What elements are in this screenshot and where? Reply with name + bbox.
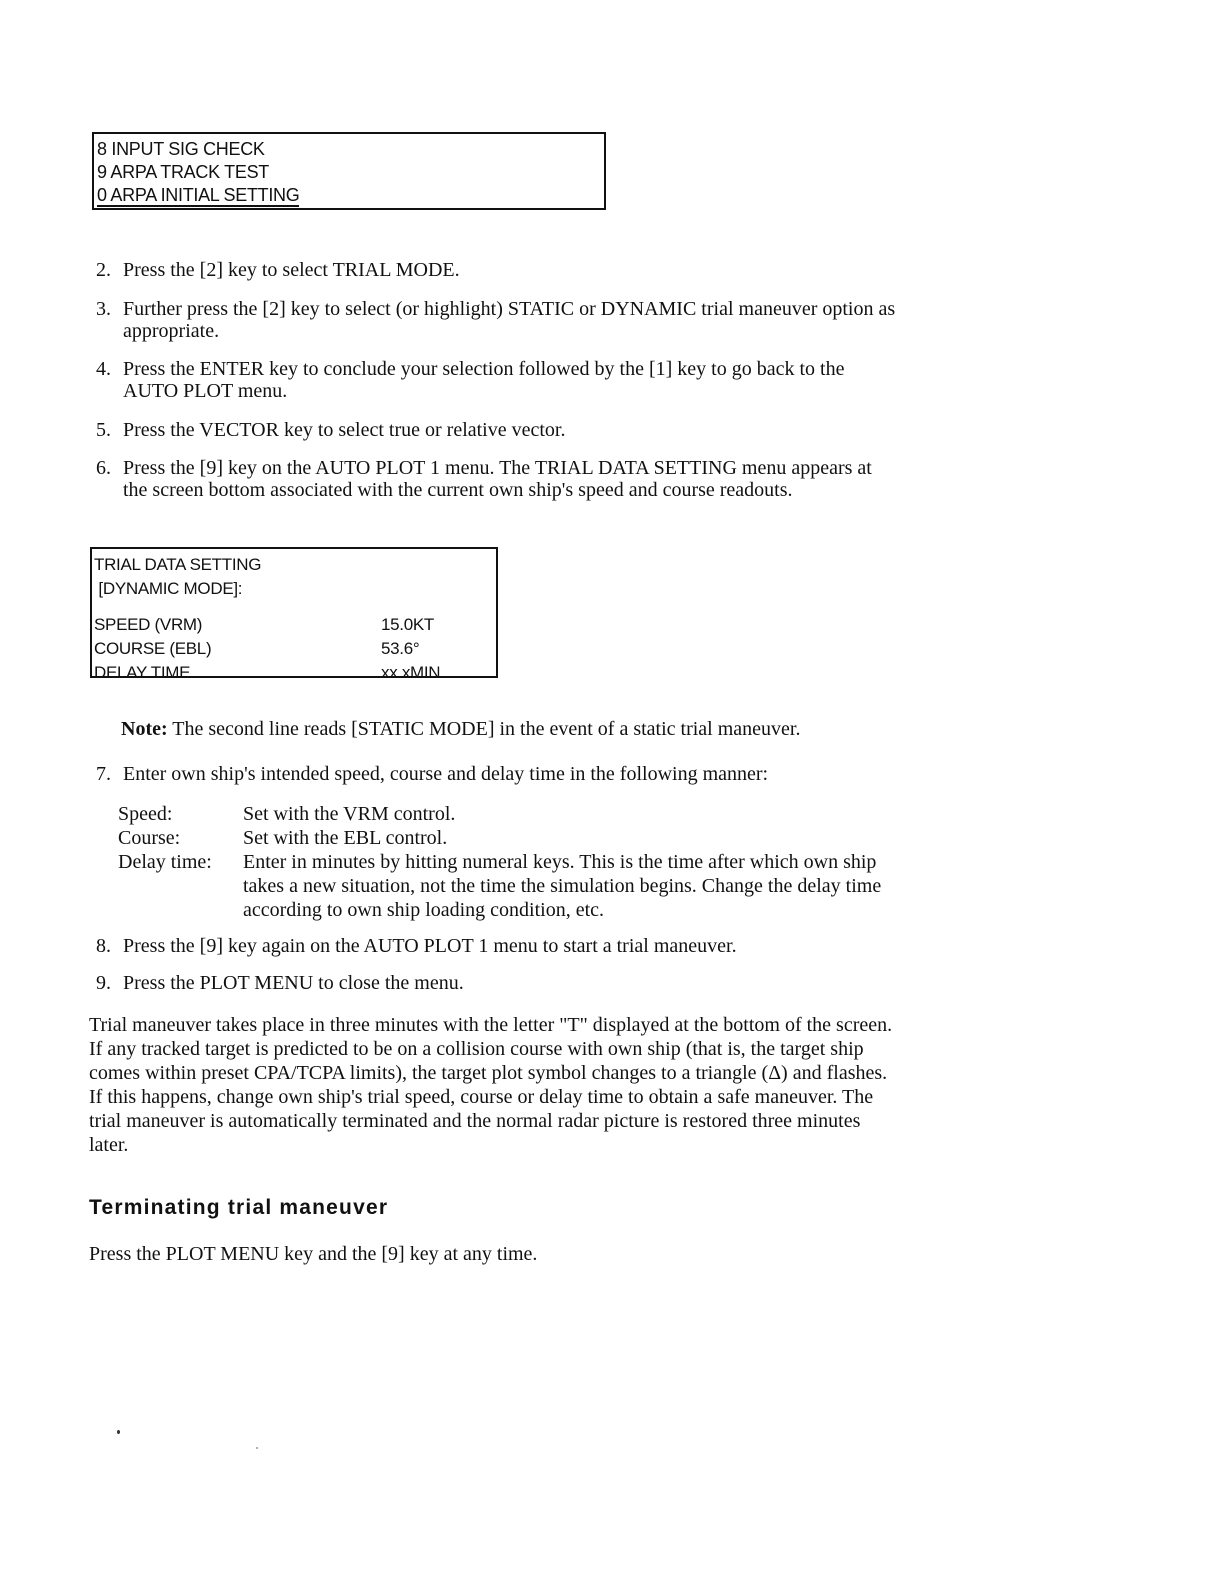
menu-box — [92, 132, 606, 210]
step-text: Further press the [2] key to select (or highlight) STATIC or DYNAMIC trial maneuver option as — [123, 298, 896, 320]
step-text: Press the PLOT MENU to close the menu. — [123, 972, 464, 994]
trial-row-label: DELAY TIME — [94, 663, 191, 682]
paragraph-line: If any tracked target is predicted to be on a collision course with own ship (that is, the target ship — [89, 1038, 864, 1060]
step-7 — [96, 763, 768, 785]
step-text: Press the [9] key on the AUTO PLOT 1 menu. The TRIAL DATA SETTING menu appears at — [123, 457, 872, 479]
paragraph-line: Trial maneuver takes place in three minutes with the letter "T" displayed at the bottom of the screen. — [89, 1014, 893, 1036]
definition-description — [243, 802, 1003, 826]
step-4 — [96, 358, 844, 402]
definition-term: Delay time: — [118, 851, 212, 873]
trial-row-delay-time — [94, 661, 496, 685]
definition-line: according to own ship loading condition, etc. — [243, 899, 605, 921]
step-text: Press the ENTER key to conclude your selection followed by the [1] key to go back to the — [123, 358, 845, 380]
step-number: 9. — [96, 972, 111, 994]
trial-row-speed — [94, 613, 496, 637]
trial-row-value: 15.0KT — [381, 615, 435, 634]
scan-speck — [117, 1430, 120, 1434]
definition-course — [118, 826, 1003, 850]
trial-row-label: SPEED (VRM) — [94, 615, 203, 634]
paragraph-line: comes within preset CPA/TCPA limits), the target plot symbol changes to a triangle (Δ) and flashes. — [89, 1062, 888, 1084]
definition-line: Set with the VRM control. — [243, 803, 456, 825]
step-3 — [96, 298, 895, 342]
paragraph-line: later. — [89, 1134, 129, 1156]
step-text: Press the [2] key to select TRIAL MODE. — [123, 259, 460, 281]
menu-line-arpa-initial-setting — [97, 184, 604, 207]
trial-data-setting-box — [90, 547, 498, 682]
step-5 — [96, 419, 565, 441]
definition-line: Enter in minutes by hitting numeral keys. This is the time after which own ship — [243, 851, 877, 873]
step-number: 5. — [96, 419, 111, 441]
step-text: Press the [9] key again on the AUTO PLOT 1 menu to start a trial maneuver. — [123, 935, 737, 957]
step-number: 3. — [96, 298, 111, 320]
step-text-continued: AUTO PLOT menu. — [123, 380, 288, 402]
step-8 — [96, 935, 737, 957]
step-number: 4. — [96, 358, 111, 380]
scan-speck — [256, 1447, 258, 1449]
trial-row-course — [94, 637, 496, 661]
definition-speed — [118, 802, 1003, 826]
definition-line: Set with the EBL control. — [243, 827, 448, 849]
paragraph-line: If this happens, change own ship's trial speed, course or delay time to obtain a safe maneuver. The — [89, 1086, 874, 1108]
definition-list — [118, 802, 1003, 922]
definition-description — [243, 850, 1003, 922]
section-heading: Terminating trial maneuver — [89, 1196, 389, 1219]
note-text: The second line reads [STATIC MODE] in the event of a static trial maneuver. — [167, 718, 801, 740]
step-text-continued: appropriate. — [123, 320, 220, 342]
trial-row-label: COURSE (EBL) — [94, 639, 212, 658]
definition-term: Course: — [118, 827, 181, 849]
definition-delay-time — [118, 850, 1003, 922]
definition-line: takes a new situation, not the time the simulation begins. Change the delay time — [243, 875, 882, 897]
menu-line-arpa-track-test: 9 ARPA TRACK TEST — [97, 162, 269, 182]
note-label: Note: — [121, 718, 168, 740]
step-number: 7. — [96, 763, 111, 785]
trial-row-value: 53.6° — [381, 639, 420, 658]
definition-description — [243, 826, 1003, 850]
final-instruction: Press the PLOT MENU key and the [9] key at any time. — [89, 1243, 538, 1265]
paragraph-line: trial maneuver is automatically terminated and the normal radar picture is restored three minutes — [89, 1110, 861, 1132]
step-number: 2. — [96, 259, 111, 281]
step-text: Enter own ship's intended speed, course and delay time in the following manner: — [123, 763, 769, 785]
trial-row-value: xx.xMIN — [381, 663, 441, 682]
trial-box-title: TRIAL DATA SETTING — [94, 555, 262, 574]
step-number: 8. — [96, 935, 111, 957]
step-text: Press the VECTOR key to select true or relative vector. — [123, 419, 566, 441]
note — [121, 718, 800, 740]
step-number: 6. — [96, 457, 111, 479]
step-text-continued: the screen bottom associated with the current own ship's speed and course readouts. — [123, 479, 793, 501]
trial-maneuver-paragraph — [89, 1013, 892, 1157]
step-6 — [96, 457, 872, 501]
menu-line-input-sig-check: 8 INPUT SIG CHECK — [97, 139, 265, 159]
menu-line-arpa-initial-setting-text: 0 ARPA INITIAL SETTING — [97, 185, 300, 205]
step-9 — [96, 972, 464, 994]
definition-term: Speed: — [118, 803, 173, 825]
trial-box-mode: [DYNAMIC MODE]: — [94, 579, 243, 598]
step-2 — [96, 259, 460, 281]
